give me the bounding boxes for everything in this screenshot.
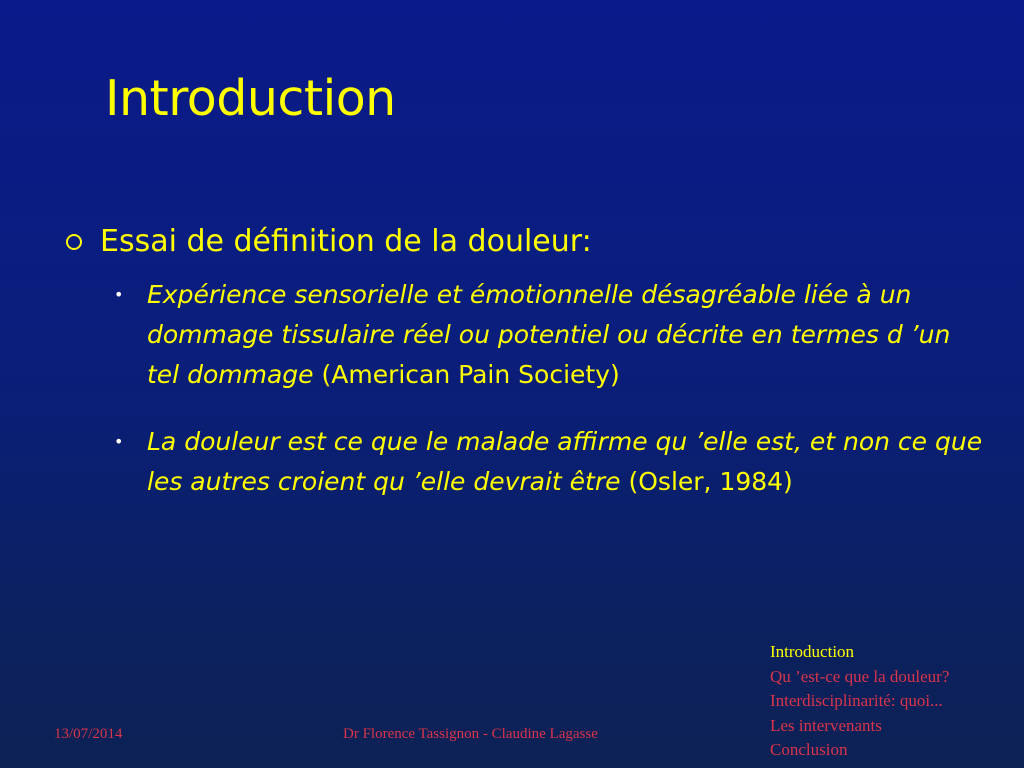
bullet-definition-text: Essai de définition de la douleur:	[100, 224, 592, 259]
nav-item-interdisciplinarite[interactable]: Interdisciplinarité: quoi...	[770, 691, 943, 710]
nav-item-quest-ce-que-la-douleur[interactable]: Qu ’est-ce que la douleur?	[770, 666, 950, 686]
aps-definition: Expérience sensorielle et émotionnelle désagréable liée à un dommage tissulaire réel ou potentiel ou décrite en termes d ’un tel dommage	[147, 280, 951, 389]
osler-definition: La douleur est ce que le malade affirme qu ’elle est, et non ce que les autres croient qu ’elle devrait être	[147, 427, 983, 496]
osler-source: (Osler, 1984)	[628, 467, 793, 496]
aps-source: (American Pain Society)	[321, 360, 620, 389]
sub-bullet-osler-text	[147, 422, 990, 502]
circle-bullet-icon	[62, 220, 100, 266]
nav-item-les-intervenants[interactable]: Les intervenants	[770, 715, 882, 735]
dot-bullet-icon: •	[114, 432, 124, 451]
sub-bullet-aps-text	[147, 275, 990, 395]
slide-navigation	[770, 640, 1020, 763]
sub-bullet-osler	[110, 422, 990, 502]
dot-bullet-icon: •	[114, 285, 124, 304]
bullet-definition	[62, 220, 1002, 266]
nav-item-conclusion[interactable]: Conclusion	[770, 740, 848, 759]
footer-date: 13/07/2014	[54, 726, 123, 742]
sub-bullet-aps	[110, 275, 990, 395]
nav-item-introduction[interactable]: Introduction	[770, 642, 855, 661]
slide-title: Introduction	[105, 70, 396, 127]
footer-author: Dr Florence Tassignon - Claudine Lagasse	[343, 726, 598, 742]
